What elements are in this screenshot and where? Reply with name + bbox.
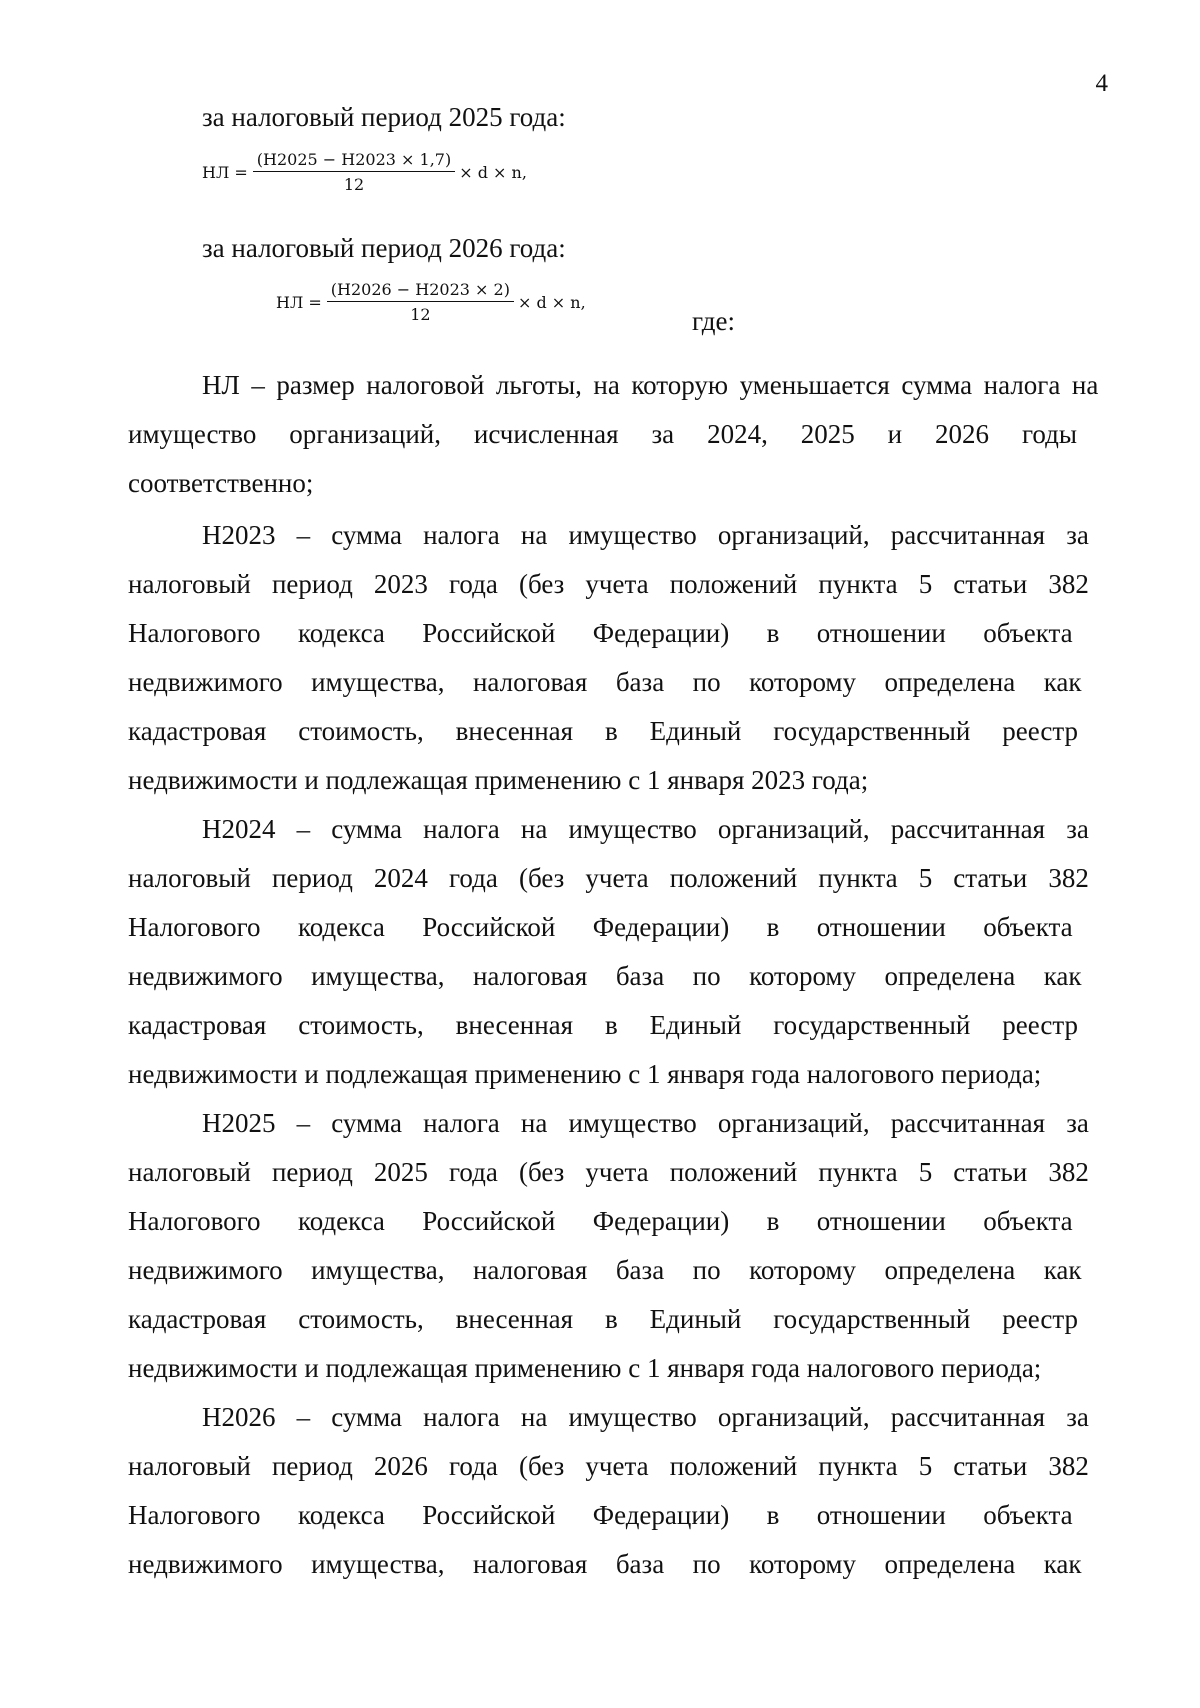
page-number: 4 — [1095, 70, 1108, 97]
formula-2025-rhs: × d × n, — [459, 162, 527, 182]
where-label: где: — [692, 306, 735, 336]
formula-2025-denominator: 12 — [343, 175, 365, 194]
definition-h2024-line-6: недвижимости и подлежащая применению с 1 января года налогового периода; — [128, 1059, 1042, 1089]
definition-h2023-line-2: налоговый период 2023 года (без учета положений пункта 5 статьи 382 — [128, 569, 1089, 599]
definition-h2024-line-4: недвижимого имущества, налоговая база по которому определена как — [128, 961, 1082, 991]
definition-h2026-line-2: налоговый период 2026 года (без учета положений пункта 5 статьи 382 — [128, 1451, 1089, 1481]
definition-h2024-line-5: кадастровая стоимость, внесенная в Единый государственный реестр — [128, 1010, 1079, 1040]
definition-h2025-line-3: Налогового кодекса Российской Федерации) в отношении объекта — [128, 1206, 1073, 1236]
definition-h2025-line-5: кадастровая стоимость, внесенная в Единый государственный реестр — [128, 1304, 1079, 1334]
definition-h2024-line-2: налоговый период 2024 года (без учета положений пункта 5 статьи 382 — [128, 863, 1089, 893]
formula-2026-lhs: НЛ = — [276, 292, 322, 312]
definition-h2025-line-6: недвижимости и подлежащая применению с 1 января года налогового периода; — [128, 1353, 1042, 1383]
definition-h2023-line-4: недвижимого имущества, налоговая база по которому определена как — [128, 667, 1082, 697]
definition-h2025-line-2: налоговый период 2025 года (без учета положений пункта 5 статьи 382 — [128, 1157, 1089, 1187]
definition-nl-line-3: соответственно; — [128, 468, 314, 498]
period-2025-label: за налоговый период 2025 года: — [202, 102, 566, 132]
formula-2025-numerator: (Н2025 − Н2023 × 1,7) — [256, 150, 452, 169]
formula-2026-denominator: 12 — [410, 305, 431, 324]
formula-2026 — [276, 280, 586, 324]
formula-2026-numerator: (Н2026 − Н2023 × 2) — [330, 280, 510, 299]
formula-2026-rhs: × d × n, — [517, 292, 586, 312]
definition-h2025-line-1: Н2025 – сумма налога на имущество организаций, рассчитанная за — [202, 1108, 1089, 1138]
formula-2025 — [202, 150, 527, 194]
definition-h2026-line-4: недвижимого имущества, налоговая база по которому определена как — [128, 1549, 1082, 1579]
definition-h2026-line-3: Налогового кодекса Российской Федерации) в отношении объекта — [128, 1500, 1073, 1530]
formula-2026-fraction — [327, 280, 514, 324]
period-2026-label: за налоговый период 2026 года: — [202, 233, 566, 263]
definition-h2023-line-1: Н2023 – сумма налога на имущество организаций, рассчитанная за — [202, 520, 1089, 550]
formula-2025-fraction — [253, 150, 455, 194]
definition-h2024-line-1: Н2024 – сумма налога на имущество организаций, рассчитанная за — [202, 814, 1089, 844]
formula-2025-lhs: НЛ = — [202, 162, 248, 182]
definition-h2026-line-1: Н2026 – сумма налога на имущество организаций, рассчитанная за — [202, 1402, 1089, 1432]
definition-h2024-line-3: Налогового кодекса Российской Федерации) в отношении объекта — [128, 912, 1073, 942]
definition-nl-line-2: имущество организаций, исчисленная за 2024, 2025 и 2026 годы — [128, 419, 1077, 449]
definition-h2023-line-3: Налогового кодекса Российской Федерации) в отношении объекта — [128, 618, 1073, 648]
definition-h2023-line-5: кадастровая стоимость, внесенная в Единый государственный реестр — [128, 716, 1079, 746]
definition-h2023-line-6: недвижимости и подлежащая применению с 1 января 2023 года; — [128, 765, 869, 795]
definition-nl-line-1: НЛ – размер налоговой льготы, на которую уменьшается сумма налога на — [202, 370, 1099, 400]
definition-h2025-line-4: недвижимого имущества, налоговая база по которому определена как — [128, 1255, 1082, 1285]
